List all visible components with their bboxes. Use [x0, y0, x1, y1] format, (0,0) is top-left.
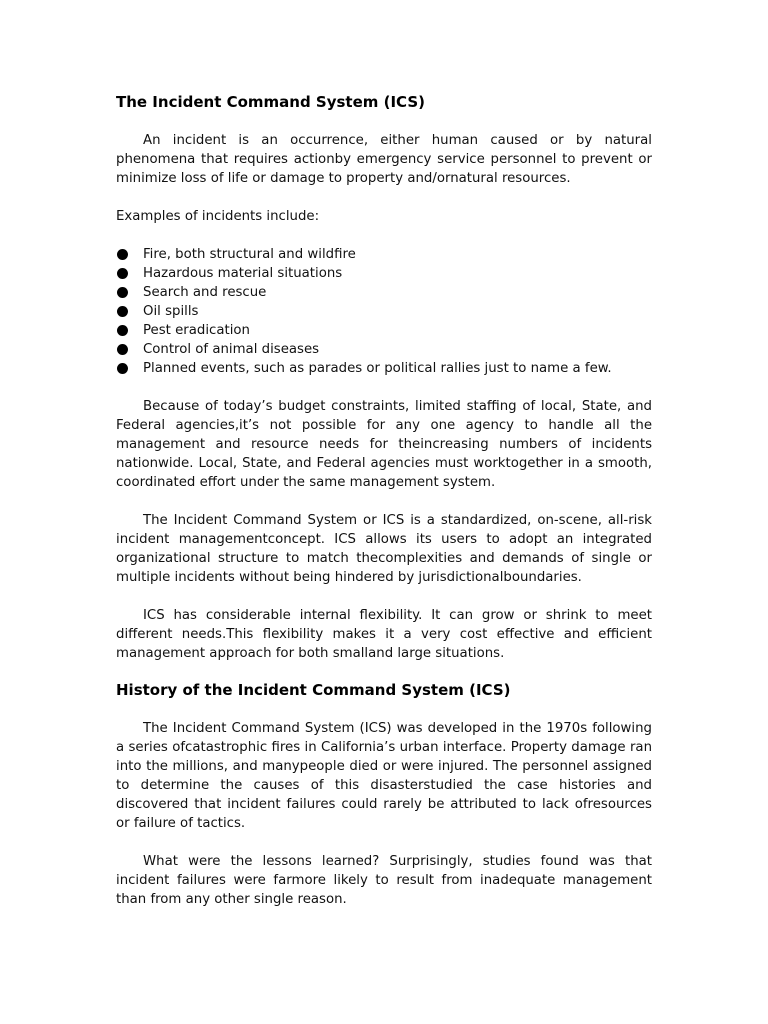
intro-paragraph: An incident is an occurrence, either human caused or by natural phenomena that requires actionby emergency service personnel to prevent or minimize loss of life or damage to property and/ornatural resources.	[116, 133, 652, 186]
list-item-text: Search and rescue	[143, 285, 267, 300]
page-title: The Incident Command System (ICS)	[116, 93, 426, 111]
list-item	[116, 264, 652, 283]
list-item	[116, 359, 652, 378]
list-item	[116, 302, 652, 321]
document-page	[116, 88, 652, 909]
budget-paragraph: Because of today’s budget constraints, limited staffing of local, State, and Federal agencies,it’s not possible for any one agency to handle all the management and resource needs for theincreasing numbers of incidents nationwide. Local, State, and Federal agencies must worktogether in a smooth, coordinated effort under the same management system.	[116, 399, 652, 490]
list-item	[116, 283, 652, 302]
bullet-icon	[117, 363, 128, 374]
bullet-icon	[117, 325, 128, 336]
bullet-icon	[117, 306, 128, 317]
list-item-text: Pest eradication	[143, 323, 250, 338]
list-item-text: Oil spills	[143, 304, 199, 319]
flexibility-paragraph: ICS has considerable internal flexibility. It can grow or shrink to meet different needs.This flexibility makes it a very cost effective and efficient management approach for both smalland large situations.	[116, 608, 652, 661]
history-heading: History of the Incident Command System (ICS)	[116, 681, 511, 699]
list-item-text: Fire, both structural and wildfire	[143, 247, 356, 262]
bullet-icon	[117, 344, 128, 355]
bullet-icon	[117, 287, 128, 298]
list-item	[116, 340, 652, 359]
list-item-text: Planned events, such as parades or political rallies just to name a few.	[143, 361, 612, 376]
bullet-icon	[117, 268, 128, 279]
list-item	[116, 245, 652, 264]
history-paragraph: The Incident Command System (ICS) was developed in the 1970s following a series ofcatastrophic fires in California’s urban interface. Property damage ran into the millions, and manypeople died or were injured. The personnel assigned to determine the causes of this disasterstudied the case histories and discovered that incident failures could rarely be attributed to lack ofresources or failure of tactics.	[116, 721, 652, 831]
examples-label: Examples of incidents include:	[116, 209, 320, 224]
list-item	[116, 321, 652, 340]
examples-list	[116, 245, 652, 378]
lessons-paragraph: What were the lessons learned? Surprisingly, studies found was that incident failures were farmore likely to result from inadequate management than from any other single reason.	[116, 854, 652, 907]
bullet-icon	[117, 249, 128, 260]
list-item-text: Hazardous material situations	[143, 266, 343, 281]
list-item-text: Control of animal diseases	[143, 342, 320, 357]
ics-definition-paragraph: The Incident Command System or ICS is a standardized, on-scene, all-risk incident managementconcept. ICS allows its users to adopt an integrated organizational structure to match thecomplexities and demands of single or multiple incidents without being hindered by jurisdictionalboundaries.	[116, 513, 652, 585]
